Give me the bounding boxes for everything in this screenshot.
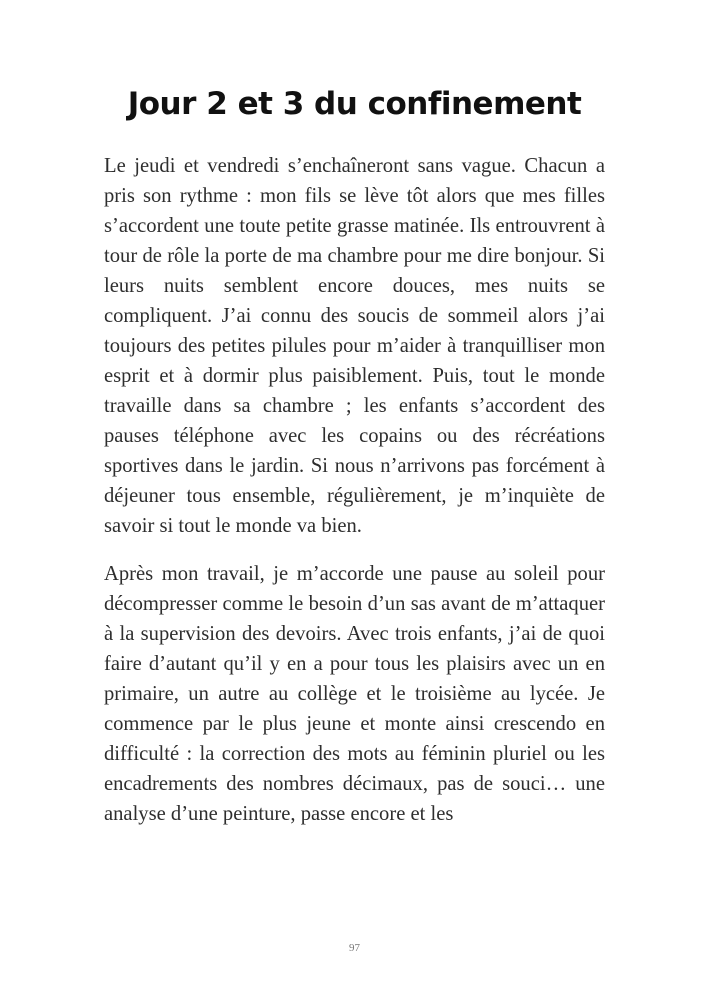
paragraph-1: Le jeudi et vendredi s’enchaîneront sans vague. Chacun a pris son rythme : mon fils se lève tôt alors que mes filles s’accordent une toute petite grasse matinée. Ils entrouvrent à tour de rôle la porte de ma chambre pour me dire bonjour. Si leurs nuits semblent encore douces, mes nuits se compliquent. J’ai connu des soucis de sommeil alors j’ai toujours des petites pilules pour m’aider à tranquilliser mon esprit et à dormir plus paisiblement. Puis, tout le monde travaille dans sa chambre ; les enfants s’accordent des pauses téléphone avec les copains ou des récréations sportives dans le jardin. Si nous n’arrivons pas forcément à déjeuner tous ensemble, régulièrement, je m’inquiète de savoir si tout le monde va bien. <box>104 155 605 537</box>
body-text <box>104 151 605 829</box>
page-number: 97 <box>349 942 360 954</box>
paragraph-2: Après mon travail, je m’accorde une pause au soleil pour décompresser comme le besoin d’un sas avant de m’attaquer à la supervision des devoirs. Avec trois enfants, j’ai de quoi faire d’autant qu’il y en a pour tous les plaisirs avec un en primaire, un autre au collège et le troisième au lycée. Je commence par le plus jeune et monte ainsi crescendo en difficulté : la correction des mots au féminin pluriel ou les encadrements des nombres décimaux, pas de souci… une analyse d’une peinture, passe encore et les <box>104 563 605 825</box>
chapter-title: Jour 2 et 3 du confinement <box>127 86 582 122</box>
